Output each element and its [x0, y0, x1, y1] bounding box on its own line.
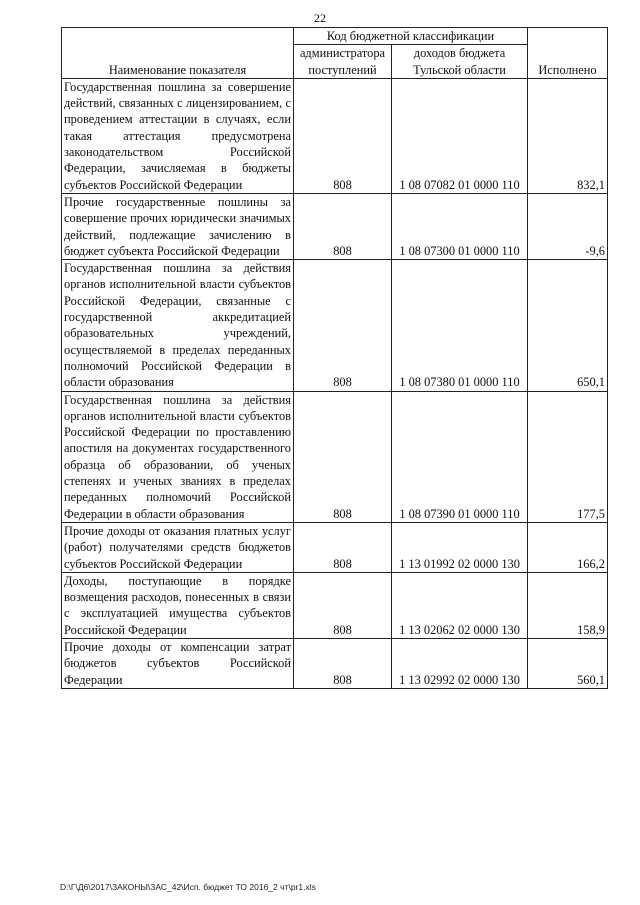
- row-amount: 832,1: [528, 78, 608, 193]
- row-amount: -9,6: [528, 193, 608, 259]
- row-income-code: 1 13 01992 02 0000 130: [392, 522, 528, 572]
- table-row: [62, 78, 608, 193]
- row-amount: 560,1: [528, 638, 608, 688]
- row-name: Государственная пошлина за совершение действий, связанных с лицензированием, с проведением аттестации в случаях, если такая аттестация предусмотрена законодательством Российской Федерации, зачисляемая в бюджеты субъектов Российской Федерации: [62, 78, 294, 193]
- table-row: [62, 522, 608, 572]
- header-row: [62, 28, 608, 45]
- row-income-code: 1 08 07390 01 0000 110: [392, 391, 528, 522]
- table-row: [62, 391, 608, 522]
- row-admin-code: 808: [294, 78, 392, 193]
- row-name: Государственная пошлина за действия органов исполнительной власти субъектов Российской Федерации по проставлению апостиля на документах государственного образца об образовании, об ученых степенях и ученых званиях в пределах переданных полномочий Российской Федерации в области образования: [62, 391, 294, 522]
- row-name: Государственная пошлина за действия органов исполнительной власти субъектов Российской Федерации, связанные с государственной аккредитацией образовательных учреждений, осуществляемой в пределах переданных полномочий Российской Федерации в области образования: [62, 260, 294, 391]
- header-admin: администратора поступлений: [294, 45, 392, 79]
- header-name: Наименование показателя: [62, 28, 294, 79]
- table-row: [62, 193, 608, 259]
- file-path-footer: D:\Г\Д6\2017\ЗАКОНЫ\ЗАС_42\Исп. бюджет ТО 2016_2 чт\pr1.xls: [60, 882, 316, 892]
- page-number: 22: [314, 11, 326, 25]
- row-admin-code: 808: [294, 391, 392, 522]
- row-admin-code: 808: [294, 572, 392, 638]
- table-row: [62, 260, 608, 391]
- row-amount: 177,5: [528, 391, 608, 522]
- row-amount: 650,1: [528, 260, 608, 391]
- row-admin-code: 808: [294, 193, 392, 259]
- row-income-code: 1 08 07082 01 0000 110: [392, 78, 528, 193]
- table-row: [62, 572, 608, 638]
- row-income-code: 1 13 02992 02 0000 130: [392, 638, 528, 688]
- row-admin-code: 808: [294, 522, 392, 572]
- budget-table: [61, 27, 608, 689]
- row-income-code: 1 08 07300 01 0000 110: [392, 193, 528, 259]
- row-income-code: 1 08 07380 01 0000 110: [392, 260, 528, 391]
- row-amount: 158,9: [528, 572, 608, 638]
- row-income-code: 1 13 02062 02 0000 130: [392, 572, 528, 638]
- header-executed: Исполнено: [528, 28, 608, 79]
- row-name: Прочие доходы от оказания платных услуг (работ) получателями средств бюджетов субъектов Российской Федерации: [62, 522, 294, 572]
- table-row: [62, 638, 608, 688]
- row-amount: 166,2: [528, 522, 608, 572]
- header-code-group: Код бюджетной классификации: [294, 28, 528, 45]
- row-name: Прочие государственные пошлины за совершение прочих юридически значимых действий, подлежащие зачислению в бюджет субъекта Российской Федерации: [62, 193, 294, 259]
- row-admin-code: 808: [294, 638, 392, 688]
- row-name: Прочие доходы от компенсации затрат бюджетов субъектов Российской Федерации: [62, 638, 294, 688]
- row-name: Доходы, поступающие в порядке возмещения расходов, понесенных в связи с эксплуатацией имущества субъектов Российской Федерации: [62, 572, 294, 638]
- header-income: доходов бюджета Тульской области: [392, 45, 528, 79]
- row-admin-code: 808: [294, 260, 392, 391]
